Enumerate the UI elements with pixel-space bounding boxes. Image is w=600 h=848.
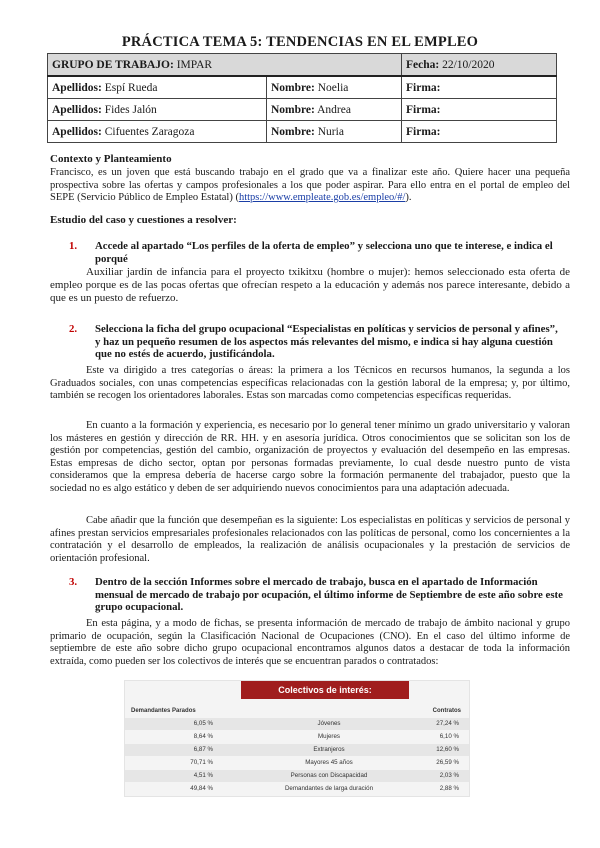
question-2 xyxy=(69,323,565,361)
collectives-banner: Colectivos de interés: xyxy=(241,681,409,699)
member-row xyxy=(48,99,557,121)
question-number: 3. xyxy=(69,576,78,588)
member-surname: Cifuentes Zaragoza xyxy=(104,125,195,138)
surname-label: Apellidos: xyxy=(52,81,102,94)
contratos-value: 26,59 % xyxy=(436,759,459,766)
collective-name: Extranjeros xyxy=(313,746,345,753)
signature-label: Firma: xyxy=(406,125,441,138)
contratos-value: 12,60 % xyxy=(436,746,459,753)
member-surname: Fides Jalón xyxy=(104,103,157,116)
date-label: Fecha: xyxy=(406,58,440,71)
parados-value: 6,87 % xyxy=(193,746,213,753)
answer-2-paragraph: En cuanto a la formación y experiencia, es necesario por lo general tener mínimo un grado universitario y valoran los másteres en gestión y dirección de RR. HH. y en asesoría jurídica. Otros conocimientos que se solicitan son los de gestión por competencias, gestión del cambio, organización de proyectos y evaluación del desempeño en las empresas. Estas empresas de dicho sector, optan por personas formadas previamente, lo cual desde nuestro punto de vista consideramos que la empresa debería de hacerse cargo sobre la formación permanente del trabajador, puesto que la sociedad no es algo estático y deben de ser adquiriendo nuevos conocimientos para una adaptación adecuada. xyxy=(50,420,570,494)
member-row xyxy=(48,121,557,143)
collectives-image xyxy=(124,680,470,797)
answer-2-paragraph: Cabe añadir que la función que desempeñan es la siguiente: Los especialistas en políticas y servicios de personal y afines prestan servicios empresariales profesionales relacionados con las políticas de personal, como los concernientes a la contratación y el desarrollo de empleados, la realización de análisis ocupacionales y la prestación de servicios de orientación profesional. xyxy=(50,515,570,564)
member-name: Andrea xyxy=(317,103,351,116)
parados-value: 70,71 % xyxy=(190,759,213,766)
contratos-value: 27,24 % xyxy=(436,720,459,727)
group-label: GRUPO DE TRABAJO: xyxy=(52,58,174,71)
parados-value: 8,64 % xyxy=(193,733,213,740)
group-value: IMPAR xyxy=(176,58,213,71)
question-text: Selecciona la ficha del grupo ocupacional “Especialistas en políticas y servicios de personal y afines”, y haz un pequeño resumen de los aspectos más relevantes del mismo, e indica si hay alguna cuestión que no estés de acuerdo, justificándola. xyxy=(95,323,558,360)
answer-3: En esta página, y a modo de fichas, se presenta información de mercado de trabajo de ámbito nacional y grupo primario de ocupación, según la Clasificación Nacional de Ocupaciones (CNO). En el caso del último informe de septiembre de este año sobre dicho grupo ocupacional encontramos algunos datos a destacar de toda la información extraída, como pueden ser los colectivos de interés que se encuentran parados o contratados: xyxy=(50,618,570,667)
surname-label: Apellidos: xyxy=(52,125,102,138)
collective-row xyxy=(125,718,469,730)
context-text: Francisco, es un joven que está buscando trabajo en el grado que va a finalizar este año. Quiere hacer una pequeña prospectiva sobre las ofertas y campos profesionales a los que poder aspirar. Para ello entra en el portal de empleo del SEPE (Servicio Público de Empleo Estatal) (https://www.empleate.gob.es/empleo/#/). xyxy=(50,167,570,204)
collective-row xyxy=(125,744,469,756)
answer-1: Auxiliar jardín de infancia para el proyecto txikitxu (hombre o mujer): hemos seleccionado esta oferta de empleo porque es de las pocas ofertas que ofrecían respeto a la educación y además nos parece interesante, debido a que es un puesto de refuerzo. xyxy=(50,266,570,305)
group-row xyxy=(48,54,557,77)
member-surname: Espí Rueda xyxy=(104,81,158,94)
collective-name: Demandantes de larga duración xyxy=(284,785,374,792)
collective-name: Mayores 45 años xyxy=(305,759,353,766)
question-number: 2. xyxy=(69,323,78,335)
context-section xyxy=(50,153,570,205)
contratos-value: 6,10 % xyxy=(439,733,459,740)
member-name: Noelia xyxy=(317,81,349,94)
collective-row xyxy=(125,770,469,782)
signature-label: Firma: xyxy=(406,103,441,116)
parados-value: 4,51 % xyxy=(193,772,213,779)
member-row xyxy=(48,76,557,99)
parados-value: 49,84 % xyxy=(190,785,213,792)
header-table xyxy=(47,53,557,143)
context-heading: Contexto y Planteamiento xyxy=(50,153,172,165)
collective-row xyxy=(125,783,469,795)
parados-value: 6,05 % xyxy=(193,720,213,727)
collective-name: Jóvenes xyxy=(317,720,341,727)
collective-row xyxy=(125,731,469,743)
study-heading: Estudio del caso y cuestiones a resolver: xyxy=(50,214,237,226)
name-label: Nombre: xyxy=(271,125,315,138)
date-value: 22/10/2020 xyxy=(442,58,495,71)
question-text: Accede al apartado “Los perfiles de la oferta de empleo” y selecciona uno que te interese, e indica el porqué xyxy=(95,240,553,265)
surname-label: Apellidos: xyxy=(52,103,102,116)
sepe-link[interactable]: https://www.empleate.gob.es/empleo/#/ xyxy=(238,192,406,204)
member-name: Nuria xyxy=(317,125,344,138)
name-label: Nombre: xyxy=(271,103,315,116)
contratos-value: 2,03 % xyxy=(439,772,459,779)
parados-header: Demandantes Parados xyxy=(131,708,196,714)
question-number: 1. xyxy=(69,240,78,252)
question-3 xyxy=(69,576,565,614)
answer-2-paragraph: Este va dirigido a tres categorías o áreas: la primera a los Técnicos en recursos humanos, la segunda a los Graduados sociales, con unas competencias específicas relacionadas con la gestión laboral de la empresa; y, por último, también se recogen los orientadores laborales. Estas son marcadas como competencias específicas requeridas. xyxy=(50,365,570,402)
question-text: Dentro de la sección Informes sobre el mercado de trabajo, busca en el apartado de Información mensual de mercado de trabajo por ocupación, el último informe de Septiembre de este año sobre este grupo ocupacional. xyxy=(95,576,563,613)
collective-row xyxy=(125,757,469,769)
collective-name: Personas con Discapacidad xyxy=(290,772,368,779)
document-title: PRÁCTICA TEMA 5: TENDENCIAS EN EL EMPLEO xyxy=(121,34,479,50)
question-1 xyxy=(69,240,565,265)
contratos-header: Contratos xyxy=(432,708,461,714)
name-label: Nombre: xyxy=(271,81,315,94)
contratos-value: 2,88 % xyxy=(439,785,459,792)
signature-label: Firma: xyxy=(406,81,441,94)
collective-name: Mujeres xyxy=(317,733,340,740)
